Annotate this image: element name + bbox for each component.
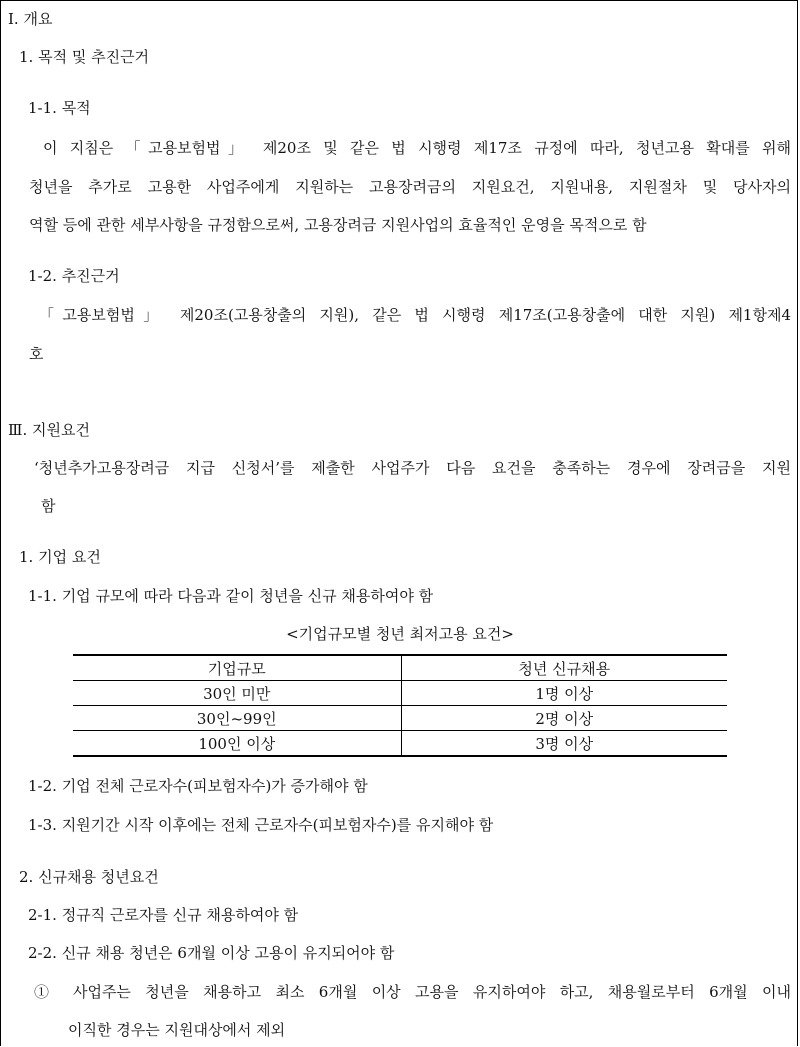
subsection-heading-purpose-basis: 1. 목적 및 추진근거: [19, 48, 150, 66]
table-cell-youth-hires: 2명 이상: [401, 706, 727, 731]
requirements-intro-line-1: ‘청년추가고용장려금 지급 신청서’를 제출한 사업주가 다음 요건을 충족하는 경우에 장려금을 지원: [34, 459, 791, 477]
table-cell-company-size: 30인 미만: [73, 681, 401, 706]
table-cell-youth-hires: 3명 이상: [401, 731, 727, 757]
purpose-text-line-3: 역할 등에 관한 세부사항을 규정함으로써, 고용장려금 지원사업의 효율적인 운영을 목적으로 함: [29, 216, 647, 234]
basis-text-line-1: 「고용보험법」 제20조(고용창출의 지원), 같은 법 시행령 제17조(고용창출에 대한 지원) 제1항제4: [39, 306, 791, 324]
section-heading-overview: Ⅰ. 개요: [8, 10, 53, 28]
table-row: [73, 681, 727, 706]
item-heading-basis: 1-2. 추진근거: [28, 267, 120, 285]
table-cell-company-size: 100인 이상: [73, 731, 401, 757]
company-item-1: 1-1. 기업 규모에 따라 다음과 같이 청년을 신규 채용하여야 함: [28, 587, 434, 605]
company-item-3: 1-3. 지원기간 시작 이후에는 전체 근로자수(피보험자수)를 유지해야 함: [28, 816, 494, 834]
youth-note-line-2: 이직한 경우는 지원대상에서 제외: [68, 1021, 286, 1039]
youth-note-line-1: ① 사업주는 청년을 채용하고 최소 6개월 이상 고용을 유지하여야 하고, 채용월로부터 6개월 이내: [34, 983, 791, 1001]
table-header-youth-hires: 청년 신규채용: [401, 655, 727, 681]
table-row: [73, 731, 727, 757]
purpose-text-line-1: 이 지침은 「고용보험법」 제20조 및 같은 법 시행령 제17조 규정에 따라, 청년고용 확대를 위해: [43, 139, 791, 157]
item-heading-purpose: 1-1. 목적: [28, 99, 91, 117]
table-cell-youth-hires: 1명 이상: [401, 681, 727, 706]
youth-item-2: 2-2. 신규 채용 청년은 6개월 이상 고용이 유지되어야 함: [28, 944, 395, 962]
youth-hiring-requirements-table: [73, 654, 727, 757]
table-header-company-size: 기업규모: [73, 655, 401, 681]
section-heading-requirements: Ⅲ. 지원요건: [8, 421, 90, 439]
subsection-heading-company: 1. 기업 요건: [19, 548, 101, 566]
requirements-intro-line-2: 함: [41, 497, 56, 515]
basis-text-line-2: 호: [29, 345, 44, 363]
subsection-heading-youth: 2. 신규채용 청년요건: [19, 868, 159, 886]
table-row: [73, 706, 727, 731]
company-item-2: 1-2. 기업 전체 근로자수(피보험자수)가 증가해야 함: [28, 777, 368, 795]
table-header-row: [73, 655, 727, 681]
youth-item-1: 2-1. 정규직 근로자를 신규 채용하여야 함: [28, 906, 299, 924]
table-caption: <기업규모별 청년 최저고용 요건>: [286, 625, 514, 643]
table-cell-company-size: 30인~99인: [73, 706, 401, 731]
purpose-text-line-2: 청년을 추가로 고용한 사업주에게 지원하는 고용장려금의 지원요건, 지원내용, 지원절차 및 당사자의: [29, 178, 791, 196]
